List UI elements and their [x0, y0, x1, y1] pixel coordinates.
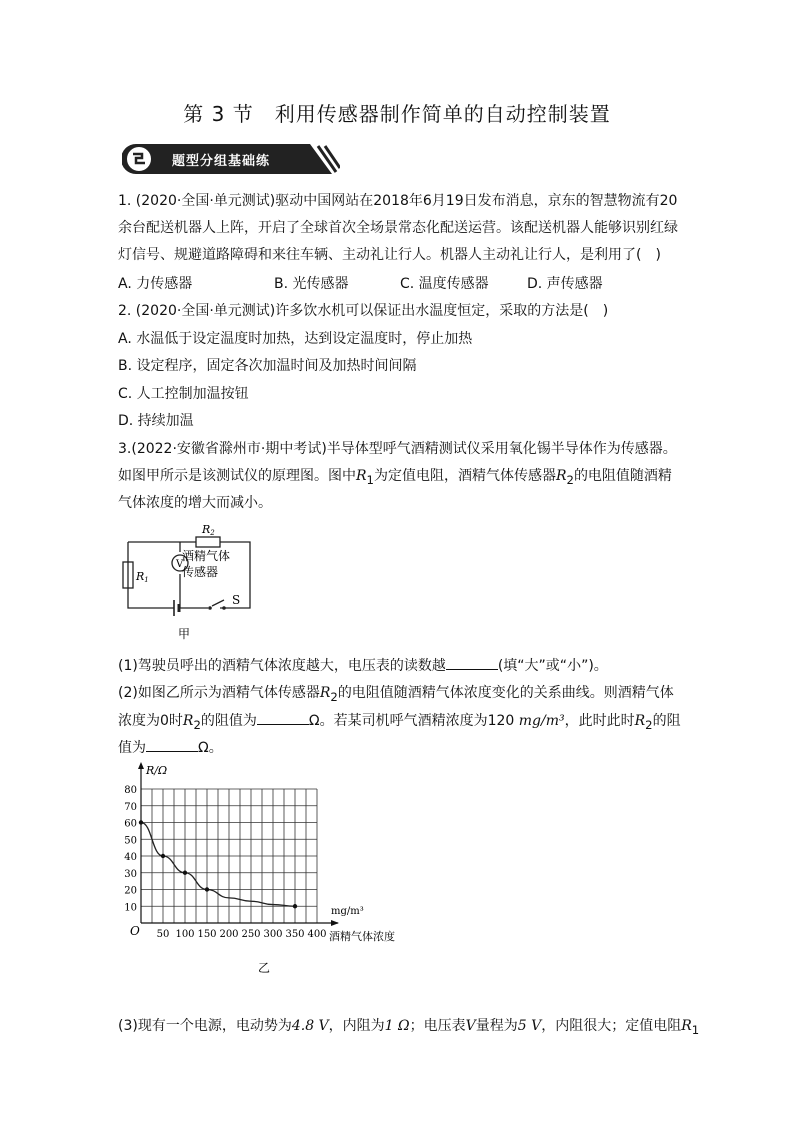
- x-axis-unit: mg/m³: [331, 906, 364, 917]
- q3-sub2-line1: (2)如图乙所示为酒精气体传感器$R_2$的电阻值随酒精气体浓度变化的关系曲线。则酒精气体: [118, 685, 674, 704]
- q1-option-c: C. 温度传感器: [400, 276, 489, 292]
- data-point: [183, 871, 187, 875]
- q2-stem: 2. (2020·全国·单元测试)许多饮水机可以保证出水温度恒定，采取的方法是( ): [118, 303, 609, 319]
- data-point: [161, 854, 165, 858]
- x-tick-label: 200: [219, 929, 239, 940]
- chart-caption: 乙: [258, 961, 271, 975]
- x-tick-label: 100: [175, 929, 195, 940]
- q2-option-a: A. 水温低于设定温度时加热，达到设定温度时，停止加热: [118, 331, 473, 347]
- resistance-concentration-chart: [116, 758, 416, 978]
- data-point: [139, 820, 143, 824]
- x-axis-label: 酒精气体浓度: [329, 930, 395, 943]
- circuit-meter-label: V: [176, 559, 184, 570]
- q3-sub2-line3: 值为 Ω。: [118, 737, 678, 758]
- circuit-switch-label: S: [232, 593, 241, 607]
- q2-option-d: D. 持续加温: [118, 413, 194, 429]
- x-tick-label: 250: [241, 929, 261, 940]
- q2-option-c: C. 人工控制加温按钮: [118, 386, 249, 402]
- circuit-sensor-line2: 传感器: [182, 565, 219, 579]
- banner-label: 题型分组基础练: [172, 154, 271, 169]
- y-tick-label: 80: [124, 785, 137, 796]
- resistor-r2: [196, 537, 220, 547]
- y-tick-label: 70: [124, 801, 137, 813]
- q3-line3: 气体浓度的增大而减小。: [118, 495, 272, 511]
- q1-line1: 1. (2020·全国·单元测试)驱动中国网站在2018年6月19日发布消息，京东的智慧物流有20: [118, 193, 678, 209]
- x-tick-label: 150: [197, 929, 217, 940]
- q1-option-d: D. 声传感器: [527, 276, 603, 292]
- q3-sub2-line2: 浓度为0时$R_2$的阻值为 Ω。若某司机呼气酒精浓度为120 mg/m³，此时此时$R_2$的阻: [118, 710, 678, 735]
- y-axis-label: R/Ω: [146, 764, 168, 777]
- answer-blank-2: [257, 710, 309, 725]
- q3-sub1: (1)驾驶员呼出的酒精气体浓度越大，电压表的读数越 (填“大”或“小”)。: [118, 655, 678, 676]
- answer-blank-1: [446, 655, 498, 670]
- x-tick-label: 350: [285, 929, 305, 940]
- x-axis-arrow: [331, 920, 339, 926]
- q2-option-b: B. 设定程序，固定各次加温时间及加热时间间隔: [118, 358, 417, 374]
- y-tick-label: 20: [124, 885, 137, 897]
- x-tick-label: 50: [156, 929, 170, 940]
- page-title: 第 3 节 利用传感器制作简单的自动控制装置: [183, 102, 611, 126]
- q3-line2: 如图甲所示是该测试仪的原理图。图中$R_1$为定值电阻，酒精气体传感器$R_2$的电阻值随酒精: [118, 468, 672, 487]
- q1-line3: 灯信号、规避道路障碍和来往车辆、主动礼让行人。机器人主动礼让行人，是利用了( ): [118, 247, 661, 263]
- y-tick-label: 10: [124, 902, 137, 914]
- y-tick-label: 50: [124, 835, 137, 847]
- circuit-r1-label: R1: [136, 570, 149, 584]
- origin-label: O: [130, 924, 140, 938]
- y-tick-label: 40: [124, 852, 137, 863]
- x-tick-label: 400: [307, 929, 327, 940]
- data-point: [293, 904, 297, 908]
- circuit-sensor-line1: 酒精气体: [182, 549, 231, 563]
- y-tick-label: 60: [124, 818, 137, 830]
- answer-blank-3: [146, 737, 198, 752]
- y-axis-arrow: [138, 762, 144, 769]
- x-tick-label: 300: [263, 929, 283, 940]
- q3-sub3: (3)现有一个电源，电动势为4.8 V，内阻为1 Ω；电压表V量程为5 V，内阻很大；定值电阻$R_1$: [118, 1018, 700, 1037]
- q1-line2: 余台配送机器人上阵，开启了全球首次全场景常态化配送运营。该配送机器人能够识别红绿: [118, 220, 678, 236]
- circuit-diagram: [120, 520, 260, 644]
- q3-line1: 3.(2022·安徽省滁州市·期中考试)半导体型呼气酒精测试仪采用氧化锡半导体作为传感器。: [118, 441, 677, 457]
- data-point: [205, 887, 209, 891]
- q1-option-a: A. 力传感器: [118, 276, 193, 292]
- circuit-r2-label: R2: [202, 523, 215, 537]
- circuit-caption: 甲: [178, 627, 191, 641]
- y-tick-label: 30: [124, 868, 137, 880]
- q1-option-b: B. 光传感器: [274, 276, 349, 292]
